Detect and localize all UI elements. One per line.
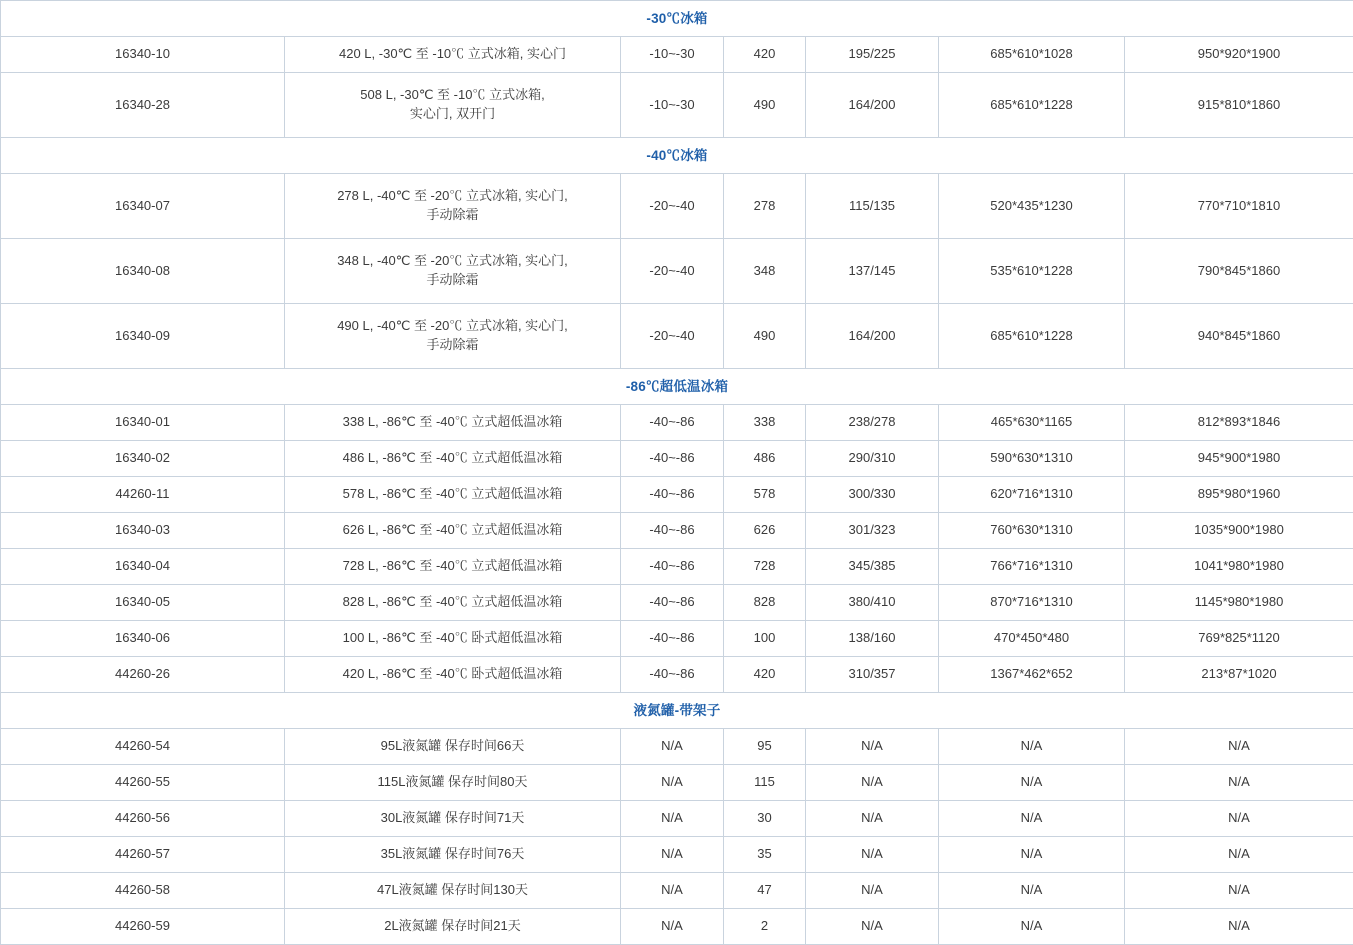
weight-cell: N/A — [806, 909, 939, 945]
weight-cell: N/A — [806, 765, 939, 801]
temperature-range-cell: -40~-86 — [621, 621, 724, 657]
table-row — [1, 405, 1353, 441]
section-title: -30℃冰箱 — [1, 1, 1353, 37]
table-row — [1, 621, 1353, 657]
section-header-row — [1, 138, 1353, 174]
product-code-cell: 16340-05 — [1, 585, 285, 621]
inner-dimensions-cell: 870*716*1310 — [939, 585, 1125, 621]
weight-cell: 380/410 — [806, 585, 939, 621]
weight-cell: N/A — [806, 837, 939, 873]
table-row — [1, 174, 1353, 239]
inner-dimensions-cell: 1367*462*652 — [939, 657, 1125, 693]
section-header-row — [1, 1, 1353, 37]
weight-cell: N/A — [806, 729, 939, 765]
outer-dimensions-cell: 213*87*1020 — [1125, 657, 1353, 693]
table-row — [1, 585, 1353, 621]
outer-dimensions-cell: N/A — [1125, 801, 1353, 837]
temperature-range-cell: N/A — [621, 729, 724, 765]
inner-dimensions-cell: N/A — [939, 909, 1125, 945]
weight-cell: 345/385 — [806, 549, 939, 585]
volume-cell: 348 — [724, 239, 806, 304]
product-code-cell: 44260-11 — [1, 477, 285, 513]
volume-cell: 2 — [724, 909, 806, 945]
outer-dimensions-cell: N/A — [1125, 765, 1353, 801]
product-code-cell: 16340-10 — [1, 37, 285, 73]
temperature-range-cell: -40~-86 — [621, 657, 724, 693]
product-code-cell: 44260-56 — [1, 801, 285, 837]
product-description-cell: 828 L, -86℃ 至 -40℃ 立式超低温冰箱 — [285, 585, 621, 621]
weight-cell: N/A — [806, 801, 939, 837]
volume-cell: 420 — [724, 657, 806, 693]
volume-cell: 728 — [724, 549, 806, 585]
outer-dimensions-cell: 1035*900*1980 — [1125, 513, 1353, 549]
product-code-cell: 16340-04 — [1, 549, 285, 585]
volume-cell: 338 — [724, 405, 806, 441]
table-row — [1, 37, 1353, 73]
product-description-cell: 47L液氮罐 保存时间130天 — [285, 873, 621, 909]
product-code-cell: 44260-59 — [1, 909, 285, 945]
table-row — [1, 513, 1353, 549]
table-row — [1, 873, 1353, 909]
temperature-range-cell: N/A — [621, 873, 724, 909]
outer-dimensions-cell: 790*845*1860 — [1125, 239, 1353, 304]
inner-dimensions-cell: N/A — [939, 837, 1125, 873]
temperature-range-cell: -20~-40 — [621, 174, 724, 239]
outer-dimensions-cell: N/A — [1125, 873, 1353, 909]
table-row — [1, 477, 1353, 513]
table-row — [1, 765, 1353, 801]
temperature-range-cell: -40~-86 — [621, 477, 724, 513]
product-code-cell: 16340-03 — [1, 513, 285, 549]
temperature-range-cell: -20~-40 — [621, 239, 724, 304]
weight-cell: 115/135 — [806, 174, 939, 239]
product-code-cell: 44260-26 — [1, 657, 285, 693]
product-description-cell: 728 L, -86℃ 至 -40℃ 立式超低温冰箱 — [285, 549, 621, 585]
outer-dimensions-cell: N/A — [1125, 909, 1353, 945]
inner-dimensions-cell: 620*716*1310 — [939, 477, 1125, 513]
temperature-range-cell: -40~-86 — [621, 549, 724, 585]
inner-dimensions-cell: N/A — [939, 873, 1125, 909]
section-title: -40℃冰箱 — [1, 138, 1353, 174]
volume-cell: 828 — [724, 585, 806, 621]
product-code-cell: 44260-55 — [1, 765, 285, 801]
inner-dimensions-cell: 685*610*1028 — [939, 37, 1125, 73]
product-table-body — [1, 1, 1353, 945]
outer-dimensions-cell: N/A — [1125, 837, 1353, 873]
temperature-range-cell: -40~-86 — [621, 585, 724, 621]
inner-dimensions-cell: N/A — [939, 801, 1125, 837]
temperature-range-cell: N/A — [621, 765, 724, 801]
product-description-cell: 420 L, -86℃ 至 -40℃ 卧式超低温冰箱 — [285, 657, 621, 693]
product-description-cell: 35L液氮罐 保存时间76天 — [285, 837, 621, 873]
weight-cell: N/A — [806, 873, 939, 909]
inner-dimensions-cell: 766*716*1310 — [939, 549, 1125, 585]
section-header-row — [1, 369, 1353, 405]
product-description-cell: 626 L, -86℃ 至 -40℃ 立式超低温冰箱 — [285, 513, 621, 549]
table-row — [1, 801, 1353, 837]
product-description-cell: 2L液氮罐 保存时间21天 — [285, 909, 621, 945]
outer-dimensions-cell: 945*900*1980 — [1125, 441, 1353, 477]
product-code-cell: 44260-57 — [1, 837, 285, 873]
product-description-cell: 348 L, -40℃ 至 -20℃ 立式冰箱, 实心门, 手动除霜 — [285, 239, 621, 304]
table-row — [1, 549, 1353, 585]
inner-dimensions-cell: 760*630*1310 — [939, 513, 1125, 549]
volume-cell: 486 — [724, 441, 806, 477]
outer-dimensions-cell: 895*980*1960 — [1125, 477, 1353, 513]
temperature-range-cell: -40~-86 — [621, 405, 724, 441]
volume-cell: 578 — [724, 477, 806, 513]
table-row — [1, 837, 1353, 873]
outer-dimensions-cell: 770*710*1810 — [1125, 174, 1353, 239]
product-code-cell: 16340-09 — [1, 304, 285, 369]
inner-dimensions-cell: N/A — [939, 729, 1125, 765]
product-description-cell: 278 L, -40℃ 至 -20℃ 立式冰箱, 实心门, 手动除霜 — [285, 174, 621, 239]
temperature-range-cell: -40~-86 — [621, 441, 724, 477]
product-description-cell: 30L液氮罐 保存时间71天 — [285, 801, 621, 837]
product-code-cell: 16340-28 — [1, 73, 285, 138]
product-code-cell: 16340-07 — [1, 174, 285, 239]
weight-cell: 301/323 — [806, 513, 939, 549]
volume-cell: 47 — [724, 873, 806, 909]
section-header-row — [1, 693, 1353, 729]
outer-dimensions-cell: 812*893*1846 — [1125, 405, 1353, 441]
product-code-cell: 16340-02 — [1, 441, 285, 477]
volume-cell: 95 — [724, 729, 806, 765]
outer-dimensions-cell: 940*845*1860 — [1125, 304, 1353, 369]
outer-dimensions-cell: 950*920*1900 — [1125, 37, 1353, 73]
weight-cell: 137/145 — [806, 239, 939, 304]
volume-cell: 30 — [724, 801, 806, 837]
inner-dimensions-cell: N/A — [939, 765, 1125, 801]
temperature-range-cell: -20~-40 — [621, 304, 724, 369]
temperature-range-cell: N/A — [621, 909, 724, 945]
weight-cell: 300/330 — [806, 477, 939, 513]
temperature-range-cell: -40~-86 — [621, 513, 724, 549]
inner-dimensions-cell: 465*630*1165 — [939, 405, 1125, 441]
inner-dimensions-cell: 535*610*1228 — [939, 239, 1125, 304]
volume-cell: 490 — [724, 73, 806, 138]
weight-cell: 164/200 — [806, 304, 939, 369]
weight-cell: 164/200 — [806, 73, 939, 138]
product-code-cell: 16340-08 — [1, 239, 285, 304]
volume-cell: 278 — [724, 174, 806, 239]
inner-dimensions-cell: 520*435*1230 — [939, 174, 1125, 239]
table-row — [1, 657, 1353, 693]
volume-cell: 100 — [724, 621, 806, 657]
product-description-cell: 95L液氮罐 保存时间66天 — [285, 729, 621, 765]
table-row — [1, 239, 1353, 304]
outer-dimensions-cell: 1041*980*1980 — [1125, 549, 1353, 585]
table-row — [1, 304, 1353, 369]
weight-cell: 290/310 — [806, 441, 939, 477]
temperature-range-cell: N/A — [621, 837, 724, 873]
product-code-cell: 44260-58 — [1, 873, 285, 909]
temperature-range-cell: N/A — [621, 801, 724, 837]
inner-dimensions-cell: 685*610*1228 — [939, 304, 1125, 369]
weight-cell: 310/357 — [806, 657, 939, 693]
outer-dimensions-cell: 915*810*1860 — [1125, 73, 1353, 138]
product-description-cell: 115L液氮罐 保存时间80天 — [285, 765, 621, 801]
product-description-cell: 486 L, -86℃ 至 -40℃ 立式超低温冰箱 — [285, 441, 621, 477]
temperature-range-cell: -10~-30 — [621, 37, 724, 73]
volume-cell: 420 — [724, 37, 806, 73]
table-row — [1, 73, 1353, 138]
product-description-cell: 508 L, -30℃ 至 -10℃ 立式冰箱, 实心门, 双开门 — [285, 73, 621, 138]
product-description-cell: 420 L, -30℃ 至 -10℃ 立式冰箱, 实心门 — [285, 37, 621, 73]
table-row — [1, 729, 1353, 765]
product-description-cell: 100 L, -86℃ 至 -40℃ 卧式超低温冰箱 — [285, 621, 621, 657]
outer-dimensions-cell: 769*825*1120 — [1125, 621, 1353, 657]
section-title: -86℃超低温冰箱 — [1, 369, 1353, 405]
inner-dimensions-cell: 470*450*480 — [939, 621, 1125, 657]
outer-dimensions-cell: 1145*980*1980 — [1125, 585, 1353, 621]
product-description-cell: 338 L, -86℃ 至 -40℃ 立式超低温冰箱 — [285, 405, 621, 441]
inner-dimensions-cell: 590*630*1310 — [939, 441, 1125, 477]
weight-cell: 238/278 — [806, 405, 939, 441]
volume-cell: 626 — [724, 513, 806, 549]
volume-cell: 490 — [724, 304, 806, 369]
weight-cell: 195/225 — [806, 37, 939, 73]
weight-cell: 138/160 — [806, 621, 939, 657]
table-row — [1, 441, 1353, 477]
product-description-cell: 578 L, -86℃ 至 -40℃ 立式超低温冰箱 — [285, 477, 621, 513]
temperature-range-cell: -10~-30 — [621, 73, 724, 138]
product-code-cell: 16340-06 — [1, 621, 285, 657]
volume-cell: 35 — [724, 837, 806, 873]
product-code-cell: 16340-01 — [1, 405, 285, 441]
outer-dimensions-cell: N/A — [1125, 729, 1353, 765]
product-description-cell: 490 L, -40℃ 至 -20℃ 立式冰箱, 实心门, 手动除霜 — [285, 304, 621, 369]
volume-cell: 115 — [724, 765, 806, 801]
inner-dimensions-cell: 685*610*1228 — [939, 73, 1125, 138]
product-code-cell: 44260-54 — [1, 729, 285, 765]
table-row — [1, 909, 1353, 945]
section-title: 液氮罐-带架子 — [1, 693, 1353, 729]
